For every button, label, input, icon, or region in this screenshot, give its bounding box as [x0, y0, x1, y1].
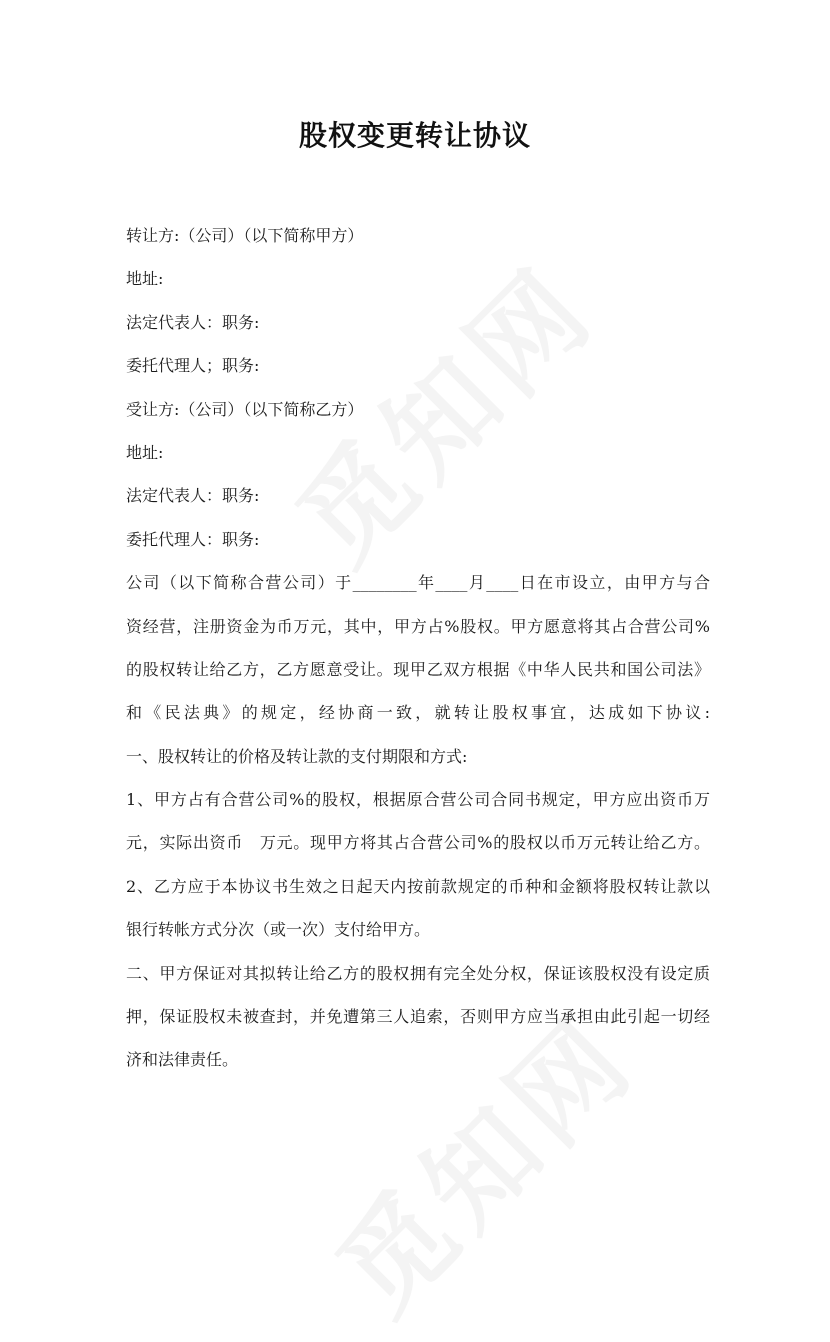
section-heading: 一、股权转让的价格及转让款的支付期限和方式: [126, 746, 468, 766]
transferor-legal-rep-line: 法定代表人：职务: [126, 312, 260, 332]
paragraph-line: 元，实际出资币 万元。现甲方将其占合营公司%的股权以币万元转让给乙方。 [126, 833, 710, 853]
document-body [126, 214, 710, 1082]
paragraph-line: 1、甲方占有合营公司%的股权，根据原合营公司合同书规定，甲方应出资币万 [126, 790, 710, 810]
transferee-legal-rep-line: 法定代表人：职务: [126, 486, 260, 506]
paragraph-line: 的股权转让给乙方，乙方愿意受让。现甲乙双方根据《中华人民共和国公司法》 [126, 659, 710, 679]
transferor-address-line: 地址: [126, 269, 164, 289]
transferee-line: 受让方:（公司）（以下简称乙方） [126, 399, 364, 419]
document-title: 股权变更转让协议 [298, 119, 531, 152]
transferor-line: 转让方:（公司）（以下简称甲方） [126, 226, 364, 245]
paragraph-line: 二、甲方保证对其拟转让给乙方的股权拥有完全处分权，保证该股权没有设定质 [126, 963, 710, 983]
paragraph-line: 银行转帐方式分次（或一次）支付给甲方。 [126, 920, 431, 940]
paragraph-line: 押，保证股权未被查封，并免遭第三人追索，否则甲方应当承担由此引起一切经 [126, 1007, 710, 1027]
transferee-address-line: 地址: [126, 442, 164, 462]
transferee-agent-line: 委托代理人：职务: [126, 529, 260, 549]
paragraph-line: 公司（以下简称合营公司）于________年____月____日在市设立，由甲方与合 [126, 573, 710, 593]
paragraph-line: 济和法律责任。 [126, 1050, 239, 1070]
paragraph-line: 2、乙方应于本协议书生效之日起天内按前款规定的币种和金额将股权转让款以 [126, 876, 710, 896]
paragraph-line: 和《民法典》的规定，经协商一致，就转让股权事宜，达成如下协议: [126, 703, 710, 723]
paragraph-line: 资经营，注册资金为币万元，其中，甲方占%股权。甲方愿意将其占合营公司% [126, 616, 710, 636]
transferor-agent-line: 委托代理人；职务: [126, 356, 260, 376]
